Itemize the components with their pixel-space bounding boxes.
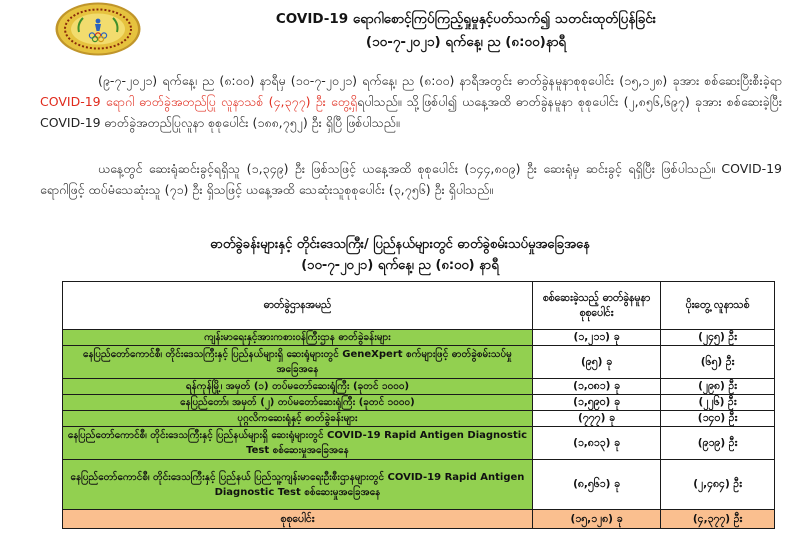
total-label-cell: စုစုပေါင်း: [63, 510, 533, 529]
table-row: [63, 330, 775, 346]
total-positives-cell: (၄,၃၇၇) ဦး: [661, 510, 775, 529]
para1-text-before: (၉-၇-၂၀၂၁) ရက်နေ့၊ ည (၈:၀၀) နာရီမှ (၁၀-၇-၂၀၂၁) ရက်နေ့၊ ည (၈:၀၀) နာရီအတွင်း ဓာတ်ခွဲနမူနာစုစုပေါင်း (၁၅,၁၂၈) ခုအား စစ်ဆေးပြီးစီးခဲ့ရာ: [98, 73, 782, 88]
table-header-row: [63, 282, 775, 330]
title-line-1: COVID-19 ရောဂါစောင့်ကြပ်ကြည့်ရှုမှုနှင့်ပတ်သက်၍ သတင်းထုတ်ပြန်ခြင်း: [275, 11, 657, 27]
col-header-samples-tested: စစ်ဆေးခဲ့သည့် ဓာတ်ခွဲနမူနာ စုစုပေါင်း: [532, 282, 660, 330]
positives-cell: (၂၂၆) ဦး: [661, 395, 775, 411]
table-row: [63, 395, 775, 411]
table-title: [0, 234, 800, 276]
positives-cell: (၁၄၀) ဦး: [661, 411, 775, 427]
table-row: [63, 379, 775, 395]
positives-cell: (၆၅) ဦး: [661, 346, 775, 379]
new-confirmed-cases-highlight: COVID-19 ရောဂါ ဓာတ်ခွဲအတည်ပြု လူနာသစ် (၄,၃၇၇) ဦး တွေ့ရှိ: [40, 94, 358, 109]
lab-name-cell: နေပြည်တော်ကောင်စီ၊ တိုင်းဒေသကြီးနှင့် ပြည်နယ် ပြည်သူ့ကျန်းမာရေးဦးစီးဌာနများတွင် COVID-19 Rapid Antigen Diagnostic Test စစ်ဆေးမှုအခြေအနေ: [63, 460, 533, 510]
table-row: [63, 411, 775, 427]
samples-cell: (၉၅) ခု: [532, 346, 660, 379]
title-line-2: (၁၀-၇-၂၀၂၁) ရက်နေ့၊ ည (၈:၀၀)နာရီ: [365, 34, 567, 50]
lab-name-cell: နေပြည်တော်ကောင်စီ၊ တိုင်းဒေသကြီးနှင့် ပြည်နယ်များရှိ ဆေးရုံများတွင် GeneXpert စက်များဖြင့် ဓာတ်ခွဲစမ်းသပ်မှုအခြေအနေ: [63, 346, 533, 379]
summary-paragraph-discharges-deaths: ယနေ့တွင် ဆေးရုံဆင်းခွင့်ရရှိသူ (၁,၃၄၉) ဦး ဖြစ်သဖြင့် ယနေ့အထိ စုစုပေါင်း (၁၄၄,၈၀၉) ဦး ဆေးရုံမှ ဆင်းခွင့် ရရှိပြီး ဖြစ်ပါသည်။ COVID-19 ရောဂါဖြင့် ထပ်မံသေဆုံးသူ (၇၁) ဦး ရှိသဖြင့် ယနေ့အထိ သေဆုံးသူစုစုပေါင်း (၃,၇၅၆) ဦး ရှိပါသည်။: [40, 161, 782, 197]
summary-paragraph-testing: [40, 70, 782, 156]
lab-name-cell: ပုဂ္ဂလိကဆေးရုံနှင့် ဓာတ်ခွဲခန်းများ: [63, 411, 533, 427]
col-header-new-positives: ပိုးတွေ့ လူနာသစ်: [661, 282, 775, 330]
lab-name-cell: နေပြည်တော်၊ အမှတ် (၂) တပ်မတော်ဆေးရုံကြီး (ခုတင် ၁၀၀၀): [63, 395, 533, 411]
total-samples-cell: (၁၅,၁၂၈) ခု: [532, 510, 660, 529]
page-title: [150, 8, 782, 54]
samples-cell: (၁,၀၈၁) ခု: [532, 379, 660, 395]
positives-cell: (၂,၄၈၄) ဦး: [661, 460, 775, 510]
col-header-lab-name: ဓာတ်ခွဲဌာနအမည်: [63, 282, 533, 330]
lab-name-cell: နေပြည်တော်ကောင်စီ၊ တိုင်းဒေသကြီးနှင့် ပြည်နယ်များရှိ ဆေးရုံများတွင် COVID-19 Rapid Antigen Diagnostic Test စစ်ဆေးမှုအခြေအနေ: [63, 427, 533, 460]
table-total-row: [63, 510, 775, 529]
samples-cell: (၁,၂၁၁) ခု: [532, 330, 660, 346]
positives-cell: (၉၁၉) ဦး: [661, 427, 775, 460]
report-header: [0, 0, 800, 62]
samples-cell: (၇၇၇) ခု: [532, 411, 660, 427]
para1-text-after: ရပါသည်။ သို့ဖြစ်ပါ၍ ယနေ့အထိ ဓာတ်ခွဲနမူနာ စုစုပေါင်း (၂,၈၅၆,၆၉၇) ခုအား စစ်ဆေးခဲ့ပြီး COVID-19 ဓာတ်ခွဲအတည်ပြုလူနာ စုစုပေါင်း (၁၈၈,၇၅၂) ဦး ရှိပြီ ဖြစ်ပါသည်။: [40, 94, 782, 130]
samples-cell: (၁,၈၁၃) ခု: [532, 427, 660, 460]
positives-cell: (၂၉၈) ဦး: [661, 379, 775, 395]
table-row: [63, 427, 775, 460]
samples-cell: (၈,၅၆၁) ခု: [532, 460, 660, 510]
ministry-of-health-sports-emblem-icon: [55, 2, 141, 56]
lab-name-cell: ရန်ကုန်မြို့၊ အမှတ် (၁) တပ်မတော်ဆေးရုံကြီး (ခုတင် ၁၀၀၀): [63, 379, 533, 395]
table-row: [63, 346, 775, 379]
table-title-line-1: ဓာတ်ခွဲခန်းများနှင့် တိုင်းဒေသကြီး/ ပြည်နယ်များတွင် ဓာတ်ခွဲစမ်းသပ်မှုအခြေအနေ: [210, 237, 590, 252]
positives-cell: (၂၄၅) ဦး: [661, 330, 775, 346]
table-title-line-2: (၁၀-၇-၂၀၂၁) ရက်နေ့၊ ည (၈:၀၀) နာရီ: [301, 258, 499, 273]
samples-cell: (၁,၅၉၀) ခု: [532, 395, 660, 411]
lab-testing-table: [62, 281, 775, 529]
lab-name-cell: ကျန်းမာရေးနှင့်အားကစားဝန်ကြီးဌာန ဓာတ်ခွဲခန်းများ: [63, 330, 533, 346]
table-row: [63, 460, 775, 510]
